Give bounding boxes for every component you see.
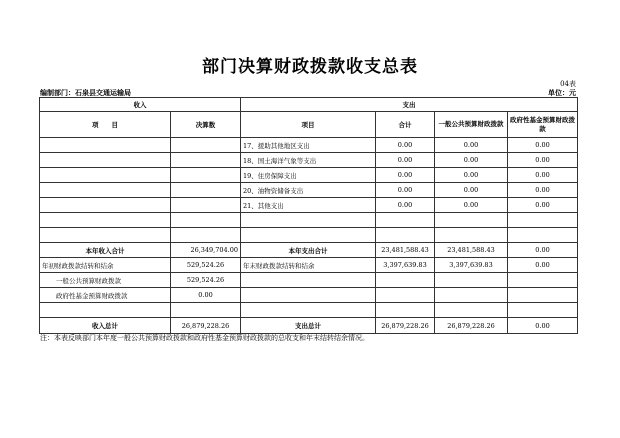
table-row (40, 303, 578, 318)
expense-sum-general: 26,879,228.26 (435, 318, 508, 334)
expense-item-header: 项目 (241, 112, 376, 138)
table-row (40, 228, 578, 243)
income-item-header: 项 目 (40, 112, 171, 138)
income-sum-value: 26,879,228.26 (171, 318, 241, 334)
gov-fund-value: 0.00 (171, 288, 241, 303)
expense-total-cell: 0.00 (376, 183, 435, 198)
expense-general-cell: 0.00 (435, 183, 508, 198)
expense-general-cell: 0.00 (435, 168, 508, 183)
end-balance-label: 年末财政拨款结转和结余 (241, 258, 376, 273)
expense-sum-label: 支出总计 (241, 318, 376, 334)
table-row (40, 168, 578, 183)
expense-sum-total: 26,879,228.26 (376, 318, 435, 334)
general-budget-label: 一般公共预算财政拨款 (40, 273, 171, 288)
gov-fund-header: 政府性基金预算财政拨款 (508, 112, 578, 138)
begin-balance-value: 529,524.26 (171, 258, 241, 273)
expense-total-cell: 0.00 (376, 198, 435, 213)
expense-fund-cell: 0.00 (508, 168, 578, 183)
income-total-value: 26,349,704.00 (171, 243, 241, 258)
gov-fund-label: 政府性基金预算财政拨款 (40, 288, 171, 303)
table-row (40, 112, 578, 138)
expense-sum-fund: 0.00 (508, 318, 578, 334)
expense-total-cell: 0.00 (376, 168, 435, 183)
footnote: 注：本表反映部门本年度一般公共预算财政拨款和政府性基金预算财政拨款的总收支和年末结转结余情况。 (40, 334, 369, 342)
expense-general-value: 23,481,588.43 (435, 243, 508, 258)
expense-item-name: 18、国土海洋气象等支出 (241, 153, 376, 168)
expense-total-value: 23,481,588.43 (376, 243, 435, 258)
table-row (40, 243, 578, 258)
expense-fund-cell: 0.00 (508, 198, 578, 213)
expense-total-cell: 0.00 (376, 138, 435, 153)
table-row (40, 258, 578, 273)
end-balance-general: 3,397,639.83 (435, 258, 508, 273)
table-row (40, 138, 578, 153)
expense-header: 支出 (241, 98, 578, 112)
expense-total-label: 本年支出合计 (241, 243, 376, 258)
expense-fund-value: 0.00 (508, 243, 578, 258)
expense-fund-cell: 0.00 (508, 183, 578, 198)
general-budget-value: 529,524.26 (171, 273, 241, 288)
table-number: 04表 (560, 80, 576, 88)
expense-general-cell: 0.00 (435, 198, 508, 213)
general-budget-header: 一般公共预算财政拨款 (435, 112, 508, 138)
unit-label: 单位：元 (548, 88, 576, 97)
income-sum-label: 收入总计 (40, 318, 171, 334)
expense-item-name: 19、住房保障支出 (241, 168, 376, 183)
end-balance-total: 3,397,639.83 (376, 258, 435, 273)
expense-item-name: 20、油物资储备支出 (241, 183, 376, 198)
end-balance-fund: 0.00 (508, 258, 578, 273)
final-amount-header: 决算数 (171, 112, 241, 138)
finance-summary-table (39, 97, 578, 334)
total-header: 合计 (376, 112, 435, 138)
table-row (40, 198, 578, 213)
expense-fund-cell: 0.00 (508, 138, 578, 153)
expense-total-cell: 0.00 (376, 153, 435, 168)
organization-label: 编制部门：石泉县交通运输局 (40, 88, 131, 97)
table-row (40, 183, 578, 198)
table-row (40, 153, 578, 168)
table-row (40, 288, 578, 303)
table-row (40, 98, 578, 112)
table-row (40, 273, 578, 288)
page-title: 部门决算财政拨款收支总表 (202, 57, 418, 77)
table-row (40, 213, 578, 228)
income-header: 收入 (40, 98, 241, 112)
expense-item-name: 21、其他支出 (241, 198, 376, 213)
expense-general-cell: 0.00 (435, 153, 508, 168)
expense-general-cell: 0.00 (435, 138, 508, 153)
expense-fund-cell: 0.00 (508, 153, 578, 168)
table-row (40, 318, 578, 334)
income-total-label: 本年收入合计 (40, 243, 171, 258)
begin-balance-label: 年初财政拨款结转和结余 (40, 258, 171, 273)
expense-item-name: 17、援助其他地区支出 (241, 138, 376, 153)
